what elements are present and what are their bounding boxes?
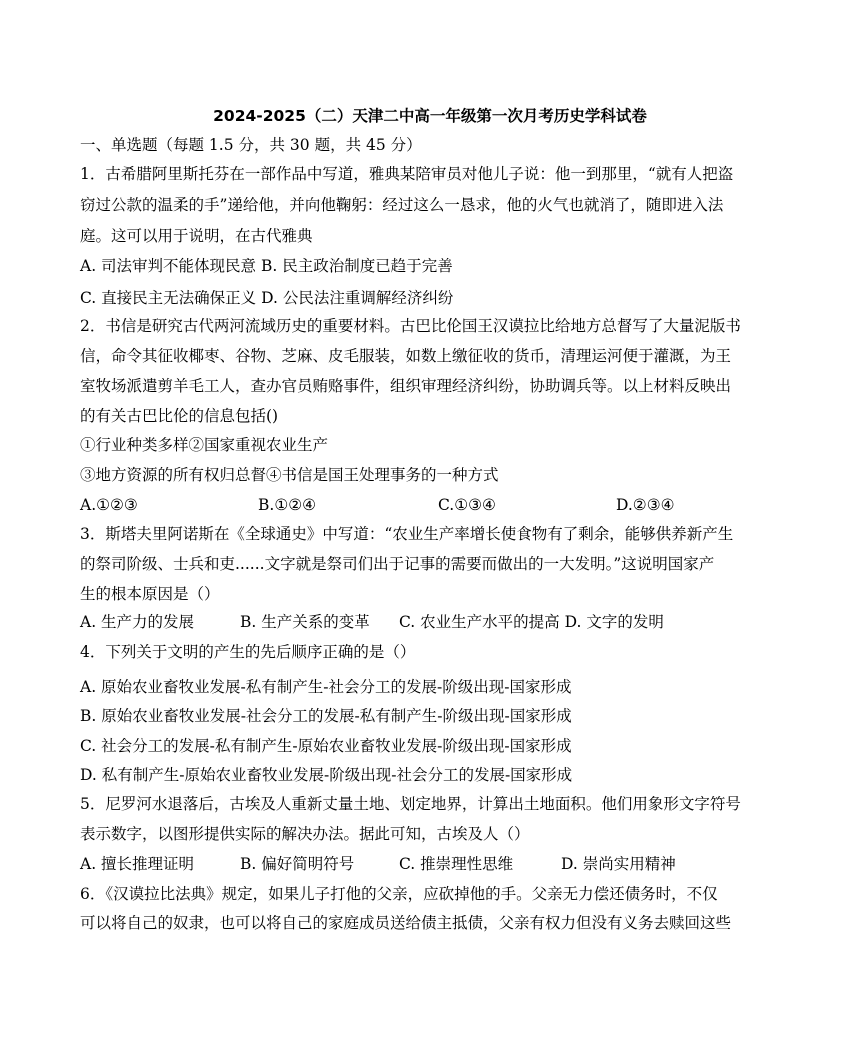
question-2-statement-2: ③地方资源的所有权归总督④书信是国王处理事务的一种方式 [80, 466, 499, 484]
question-1-options-cd: C. 直接民主无法确保正义 D. 公民法注重调解经济纠纷 [80, 289, 454, 307]
question-2-line-4: 的有关古巴比伦的信息包括() [80, 407, 279, 425]
option-c-d: C. 农业生产水平的提高 D. 文字的发明 [399, 613, 664, 631]
question-6-line-2: 可以将自己的奴隶，也可以将自己的家庭成员送给债主抵债，父亲有权力但没有义务去赎回这些 [80, 914, 732, 932]
question-3-line-2: 的祭司阶级、士兵和吏......文字就是祭司们出于记事的需要而做出的一大发明。”这说明国家产 [80, 555, 715, 573]
question-1-line-3: 庭。这可以用于说明，在古代雅典 [80, 227, 313, 245]
question-5-line-2: 表示数字，以图形提供实际的解决办法。据此可知，古埃及人（） [80, 825, 530, 843]
question-4-option-d: D. 私有制产生-原始农业畜牧业发展-阶级出现-社会分工的发展-国家形成 [80, 766, 573, 784]
question-5-line-1: 5．尼罗河水退落后，古埃及人重新丈量土地、划定地界，计算出土地面积。他们用象形文字符号 [80, 795, 741, 813]
question-4-option-a: A. 原始农业畜牧业发展-私有制产生-社会分工的发展-阶级出现-国家形成 [80, 678, 572, 696]
question-4-line-1: 4．下列关于文明的产生的先后顺序正确的是（） [80, 643, 416, 661]
option-d: D. 崇尚实用精神 [561, 855, 676, 873]
question-3-line-3: 生的根本原因是（） [80, 585, 220, 603]
option-b: B. 偏好简明符号 [240, 855, 355, 873]
question-4-option-b: B. 原始农业畜牧业发展-社会分工的发展-私有制产生-阶级出现-国家形成 [80, 707, 572, 725]
question-4-option-c: C. 社会分工的发展-私有制产生-原始农业畜牧业发展-阶级出现-国家形成 [80, 737, 572, 755]
question-3-line-1: 3．斯塔夫里阿诺斯在《全球通史》中写道：“农业生产率增长使食物有了剩余，能够供养新产生 [80, 525, 734, 543]
question-2-statement-1: ①行业种类多样②国家重视农业生产 [80, 436, 329, 454]
option-c: C.①③④ [438, 496, 496, 514]
option-a: A. 擅长推理证明 [80, 855, 195, 873]
option-b: B.①②④ [258, 496, 317, 514]
option-a: A. 生产力的发展 [80, 613, 195, 631]
question-1-line-1: 1．古希腊阿里斯托芬在一部作品中写道，雅典某陪审员对他儿子说：他一到那里，“就有人把盗 [80, 165, 734, 183]
question-1-options-ab: A. 司法审判不能体现民意 B. 民主政治制度已趋于完善 [80, 257, 453, 275]
option-c: C. 推崇理性思维 [399, 855, 514, 873]
question-1-line-2: 窃过公款的温柔的手”递给他，并向他鞠躬：经过这么一恳求，他的火气也就消了，随即进入法 [80, 196, 724, 214]
exam-title: 2024-2025（二）天津二中高一年级第一次月考历史学科试卷 [213, 107, 647, 125]
option-d: D.②③④ [616, 496, 675, 514]
section-heading: 一、单选题（每题 1.5 分，共 30 题，共 45 分） [80, 136, 422, 154]
option-b: B. 生产关系的变革 [240, 613, 370, 631]
question-2-line-1: 2．书信是研究古代两河流域历史的重要材料。古巴比伦国王汉谟拉比给地方总督写了大量泥版书 [80, 317, 741, 335]
question-2-line-3: 室牧场派遣剪羊毛工人，查办官员贿赂事件，组织审理经济纠纷，协助调兵等。以上材料反映出 [80, 377, 732, 395]
question-2-line-2: 信，命令其征收椰枣、谷物、芝麻、皮毛服装，如数上缴征收的货币，清理运河便于灌溉，为王 [80, 347, 732, 365]
option-a: A.①②③ [80, 496, 138, 514]
question-6-line-1: 6．《汉谟拉比法典》规定，如果儿子打他的父亲，应砍掉他的手。父亲无力偿还债务时，不仅 [80, 885, 718, 903]
